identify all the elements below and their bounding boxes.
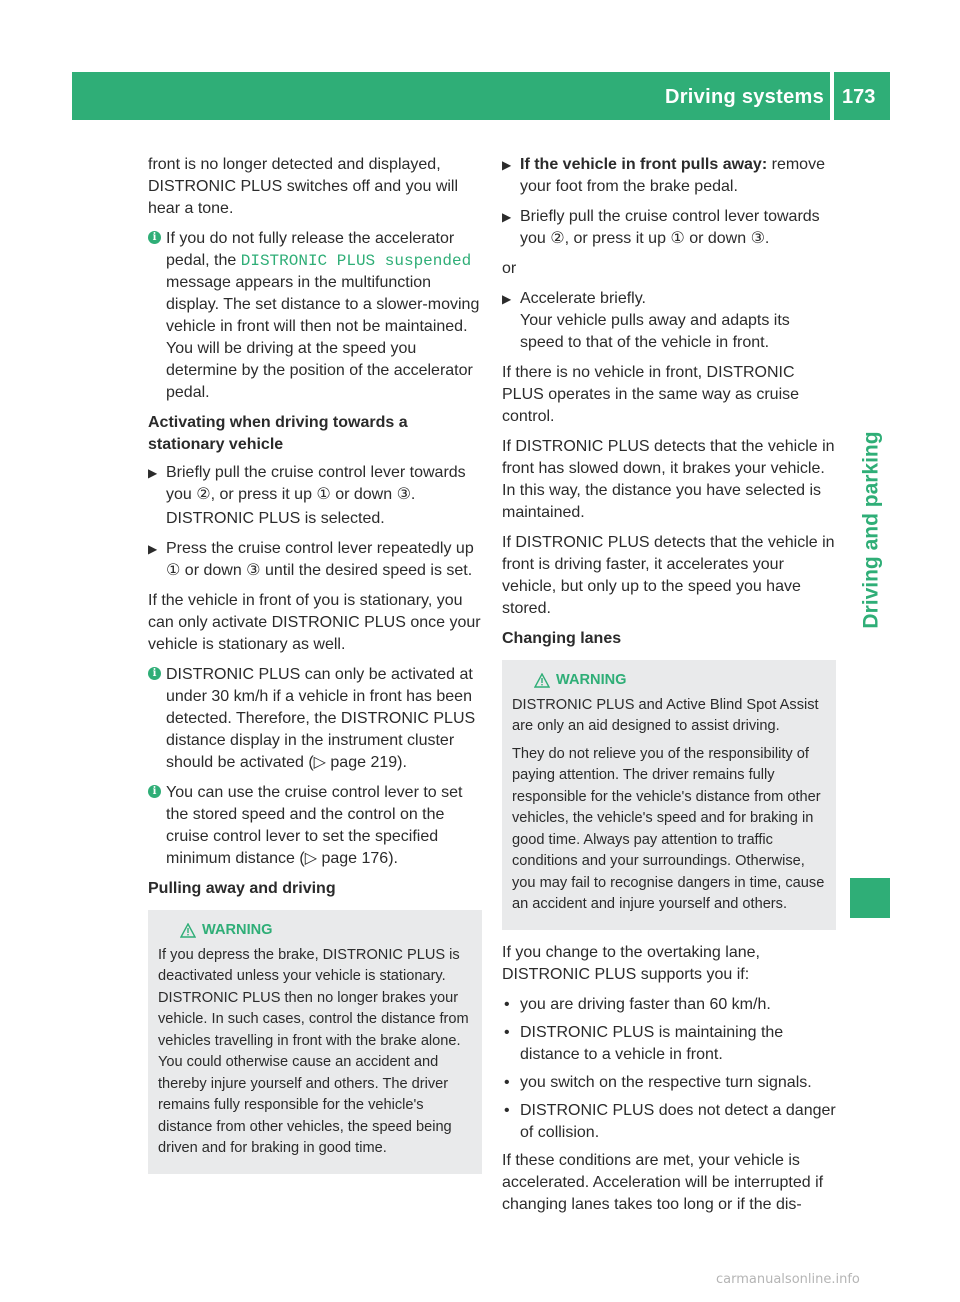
list-item-text: DISTRONIC PLUS is maintaining the distance to a vehicle in front. — [520, 1023, 784, 1063]
header-divider — [830, 72, 834, 120]
chapter-tab — [850, 878, 890, 918]
warning-title — [512, 670, 826, 692]
info-text: message appears in the multifunction display. The set distance to a slower-moving vehicle in front will then not be maintained. You will be driving at the speed you determine by the position of the accelerator pedal. — [166, 274, 480, 401]
bullet-icon: • — [504, 1073, 510, 1091]
info-icon: i — [148, 667, 161, 680]
list-item — [502, 1022, 836, 1066]
warning-text: They do not relieve you of the responsibility of paying attention. The driver remains fully responsible for the vehicle's distance from other vehicles, the vehicle's speed and for braking in good time. Always pay attention to traffic conditions and your surroundings. Otherwise, you may fail to recognise dangers in time, cause an accident and injure yourself and others. — [512, 745, 825, 912]
step-arrow-icon: ▶ — [148, 466, 158, 480]
step-text: Press the cruise control lever repeatedly up ① or down ③ until the desired speed is set. — [166, 540, 474, 579]
step-condition: If the vehicle in front pulls away: — [520, 156, 768, 173]
info-note — [148, 782, 482, 870]
info-text: You can use the cruise control lever to set the stored speed and the control on the cruise control lever to set the specified minimum distance (▷ page 176). — [166, 784, 463, 867]
instruction-step — [502, 154, 836, 198]
section-heading: Pulling away and driving — [148, 880, 336, 897]
chapter-label-text: Driving and parking — [860, 431, 884, 629]
step-result: DISTRONIC PLUS is selected. — [166, 510, 385, 527]
paragraph: If there is no vehicle in front, DISTRONIC PLUS operates in the same way as cruise control. — [502, 364, 800, 425]
warning-box — [148, 910, 482, 1174]
bullet-icon: • — [504, 1101, 510, 1119]
paragraph: If DISTRONIC PLUS detects that the vehicle in front is driving faster, it accelerates your vehicle, but only up to the speed you have stored. — [502, 534, 835, 617]
step-arrow-icon: ▶ — [502, 158, 512, 172]
info-text: DISTRONIC PLUS can only be activated at under 30 km/h if a vehicle in front has been detected. Therefore, the DISTRONIC PLUS distance display in the instrument cluster should be activated (▷ page 219). — [166, 666, 476, 771]
step-text: Accelerate briefly. — [520, 290, 646, 307]
info-note — [148, 664, 482, 774]
info-icon: i — [148, 231, 161, 244]
bullet-icon: • — [504, 995, 510, 1013]
step-text: Briefly pull the cruise control lever towards you ②, or press it up ① or down ③. — [166, 464, 466, 503]
instruction-step — [148, 462, 482, 530]
warning-box — [502, 660, 836, 930]
instruction-step — [148, 538, 482, 582]
chapter-side-label — [852, 240, 892, 820]
step-arrow-icon: ▶ — [148, 542, 158, 556]
info-note — [148, 228, 482, 404]
warning-label: WARNING — [556, 672, 627, 688]
paragraph: or — [502, 260, 517, 277]
step-text: remove your foot from the brake pedal. — [520, 156, 825, 195]
warning-title — [158, 920, 472, 942]
warning-text: DISTRONIC PLUS and Active Blind Spot Assist are only an aid designed to assist driving. — [512, 696, 819, 734]
list-item-text: you switch on the respective turn signals. — [520, 1073, 812, 1091]
section-heading: Activating when driving towards a stationary vehicle — [148, 414, 408, 453]
paragraph: If you change to the overtaking lane, DISTRONIC PLUS supports you if: — [502, 943, 760, 983]
paragraph: If these conditions are met, your vehicle is accelerated. Acceleration will be interrupted if changing lanes takes too long or if the dis- — [502, 1151, 824, 1213]
step-text: Briefly pull the cruise control lever towards you ②, or press it up ① or down ③. — [520, 208, 820, 247]
list-item-text: you are driving faster than 60 km/h. — [520, 995, 771, 1013]
section-heading: Changing lanes — [502, 630, 622, 647]
watermark: carmanualsonline.info — [716, 1272, 860, 1287]
left-column — [148, 154, 482, 1186]
section-title: Driving systems — [664, 86, 824, 108]
list-item — [502, 994, 836, 1016]
list-item-text: DISTRONIC PLUS does not detect a danger of collision. — [520, 1101, 836, 1141]
list-item — [502, 1072, 836, 1094]
info-icon: i — [148, 785, 161, 798]
warning-triangle-icon — [180, 923, 196, 938]
bullet-icon: • — [504, 1023, 510, 1041]
warning-triangle-icon — [534, 673, 550, 688]
warning-text: If you depress the brake, DISTRONIC PLUS is deactivated unless your vehicle is stationary. DISTRONIC PLUS then no longer brakes your vehicle. In such cases, control the distance from vehicles travelling in front with the brake alone. You could otherwise cause an accident and thereby injure yourself and others. The driver remains fully responsible for the vehicle's distance from other vehicles, the speed being driven and for braking in good time. — [158, 946, 469, 1156]
step-arrow-icon: ▶ — [502, 210, 512, 224]
step-result: Your vehicle pulls away and adapts its speed to that of the vehicle in front. — [520, 312, 790, 351]
paragraph: If the vehicle in front of you is stationary, you can only activate DISTRONIC PLUS once your vehicle is stationary as well. — [148, 592, 481, 653]
warning-label: WARNING — [202, 922, 273, 938]
info-text: If you do not fully release the accelerator pedal, the — [166, 230, 455, 269]
instruction-step — [502, 288, 836, 354]
instruction-step — [502, 206, 836, 250]
list-item — [502, 1100, 836, 1144]
step-arrow-icon: ▶ — [502, 292, 512, 306]
page-number: 173 — [842, 86, 876, 108]
display-message: DISTRONIC PLUS suspended — [240, 252, 472, 270]
paragraph: front is no longer detected and displayed, DISTRONIC PLUS switches off and you will hear a tone. — [148, 156, 459, 217]
paragraph: If DISTRONIC PLUS detects that the vehicle in front has slowed down, it brakes your vehicle. In this way, the distance you have selected is maintained. — [502, 438, 835, 521]
right-column — [502, 154, 836, 1224]
